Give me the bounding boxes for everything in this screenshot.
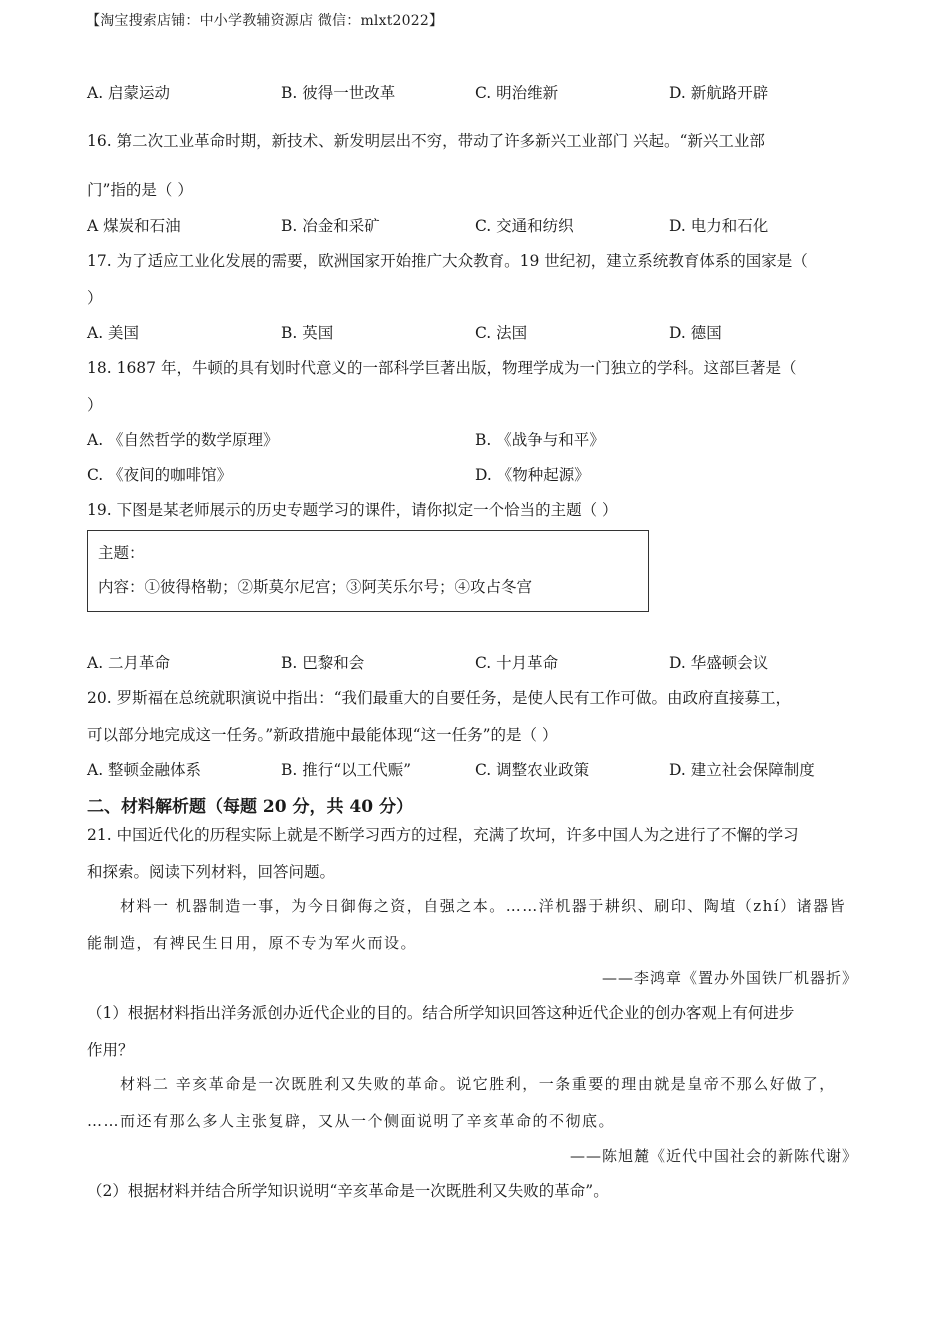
- q21-material1-line2: 能制造，有裨民生日用，原不专为军火而设。: [87, 934, 418, 952]
- q16-option-a[interactable]: A 煤炭和石油: [87, 217, 181, 235]
- q21-sub1-line1: （1）根据材料指出洋务派创办近代企业的目的。结合所学知识回答这种近代企业的创办客观上有何进步: [87, 1004, 795, 1022]
- q17-option-d[interactable]: D. 德国: [669, 324, 722, 342]
- q18-options-row2: [87, 463, 857, 485]
- q19-option-c[interactable]: C. 十月革命: [475, 654, 559, 672]
- q15-option-b[interactable]: B. 彼得一世改革: [281, 84, 396, 102]
- q19-option-b[interactable]: B. 巴黎和会: [281, 654, 365, 672]
- q20-option-a[interactable]: A. 整顿金融体系: [87, 761, 202, 779]
- q21-intro-line2: 和探索。阅读下列材料，回答问题。: [87, 863, 336, 881]
- q17-options: [87, 321, 857, 343]
- q18-stem-line2: ）: [87, 396, 103, 414]
- q15-option-a[interactable]: A. 启蒙运动: [87, 84, 171, 102]
- q19-option-a[interactable]: A. 二月革命: [87, 654, 171, 672]
- q21-sub2: （2）根据材料并结合所学知识说明“辛亥革命是一次既胜利又失败的革命”。: [87, 1182, 609, 1200]
- q20-stem-line1: 20. 罗斯福在总统就职演说中指出：“我们最重大的自要任务，是使人民有工作可做。由政府直接募工，: [87, 689, 792, 707]
- q15-option-d[interactable]: D. 新航路开辟: [669, 84, 769, 102]
- q16-option-d[interactable]: D. 电力和石化: [669, 217, 769, 235]
- q17-stem-line2: ）: [87, 289, 103, 307]
- q21-material1-line1: 材料一 机器制造一事，为今日御侮之资，自强之本。……洋机器于耕织、刷印、陶埴（zhí）诸器皆: [120, 897, 847, 915]
- q20-option-d[interactable]: D. 建立社会保障制度: [669, 761, 815, 779]
- q19-option-d[interactable]: D. 华盛顿会议: [669, 654, 769, 672]
- q20-options: [87, 758, 857, 780]
- q15-options: [87, 81, 857, 103]
- q19-box-theme: 主题：: [98, 544, 145, 562]
- q21-material2-line2: ……而还有那么多人主张复辟，又从一个侧面说明了辛亥革命的不彻底。: [87, 1112, 616, 1130]
- section-2-title: 二、材料解析题（每题 20 分，共 40 分）: [87, 797, 413, 817]
- q16-option-c[interactable]: C. 交通和纺织: [475, 217, 574, 235]
- q17-stem-line1: 17. 为了适应工业化发展的需要，欧洲国家开始推广大众教育。19 世纪初，建立系统教育体系的国家是（: [87, 252, 808, 270]
- q21-material2-line1: 材料二 辛亥革命是一次既胜利又失败的革命。说它胜利，一条重要的理由就是皇帝不那么好做了，: [120, 1075, 836, 1093]
- q18-option-d[interactable]: D. 《物种起源》: [475, 466, 590, 484]
- q19-courseware-box: [87, 530, 649, 612]
- q18-options-row1: [87, 428, 857, 450]
- q18-option-b[interactable]: B. 《战争与和平》: [475, 431, 605, 449]
- q21-material2-source: ——陈旭麓《近代中国社会的新陈代谢》: [569, 1147, 858, 1165]
- q18-option-c[interactable]: C. 《夜间的咖啡馆》: [87, 466, 233, 484]
- q20-stem-line2: 可以部分地完成这一任务。”新政措施中最能体现“这一任务”的是（ ）: [87, 726, 558, 744]
- q16-option-b[interactable]: B. 冶金和采矿: [281, 217, 380, 235]
- q19-stem: 19. 下图是某老师展示的历史专题学习的课件，请你拟定一个恰当的主题（ ）: [87, 501, 618, 519]
- q20-option-c[interactable]: C. 调整农业政策: [475, 761, 590, 779]
- q17-option-b[interactable]: B. 英国: [281, 324, 334, 342]
- q18-stem-line1: 18. 1687 年，牛顿的具有划时代意义的一部科学巨著出版，物理学成为一门独立的学科。这部巨著是（: [87, 359, 797, 377]
- q21-intro-line1: 21. 中国近代化的历程实际上就是不断学习西方的过程，充满了坎坷，许多中国人为之进行了不懈的学习: [87, 826, 799, 844]
- q17-option-a[interactable]: A. 美国: [87, 324, 140, 342]
- q16-stem-line1: 16. 第二次工业革命时期，新技术、新发明层出不穷，带动了许多新兴工业部门 兴起。“新兴工业部: [87, 132, 765, 150]
- q19-options: [87, 651, 857, 673]
- q19-box-content: 内容：①彼得格勒；②斯莫尔尼宫；③阿芙乐尔号；④攻占冬宫: [98, 578, 533, 596]
- q17-option-c[interactable]: C. 法国: [475, 324, 528, 342]
- q21-sub1-line2: 作用？: [87, 1041, 134, 1059]
- q21-material1-source: ——李鸿章《置办外国铁厂机器折》: [601, 969, 858, 987]
- q20-option-b[interactable]: B. 推行“以工代赈”: [281, 761, 412, 779]
- q16-stem-line2: 门”指的是（ ）: [87, 181, 193, 199]
- q18-option-a[interactable]: A. 《自然哲学的数学原理》: [87, 431, 279, 449]
- q16-options: [87, 214, 857, 236]
- q15-option-c[interactable]: C. 明治维新: [475, 84, 559, 102]
- page-header: 【淘宝搜索店铺：中小学教辅资源店 微信：mlxt2022】: [86, 13, 444, 29]
